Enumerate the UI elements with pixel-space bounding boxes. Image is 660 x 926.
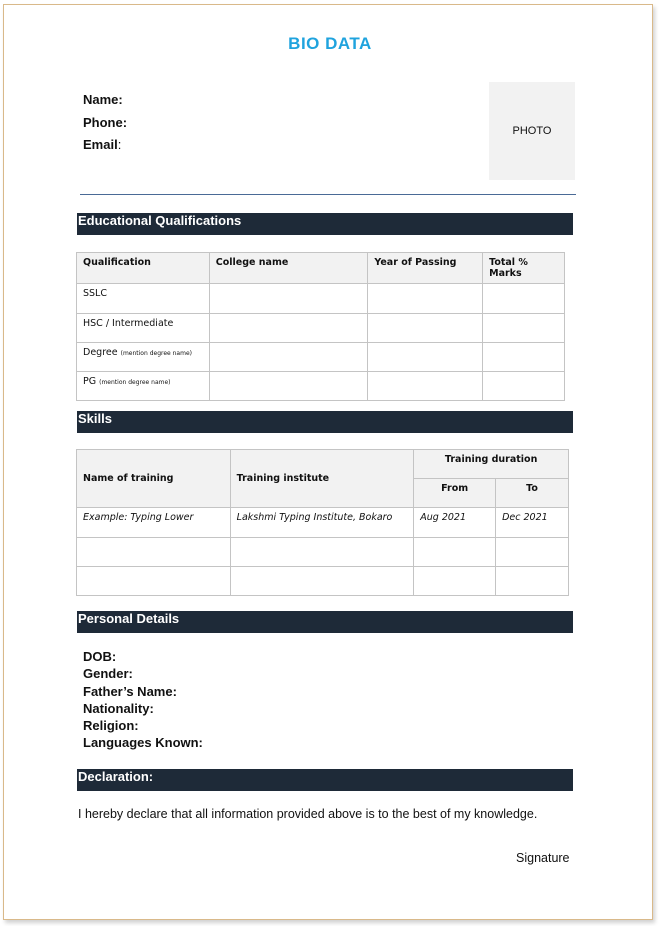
qualification-cell[interactable] (77, 343, 210, 372)
document-title: BIO DATA (288, 34, 372, 53)
training-institute-cell[interactable] (230, 538, 414, 567)
marks-cell[interactable] (483, 314, 565, 343)
year-cell[interactable] (368, 372, 483, 401)
phone-label: Phone: (83, 115, 128, 130)
qualification-note: (mention degree name) (120, 350, 192, 357)
table-row (77, 284, 565, 314)
example-training-institute[interactable]: Lakshmi Typing Institute, Bokaro (230, 508, 414, 538)
nationality-label: Nationality: (83, 701, 154, 716)
dob-label: DOB: (83, 649, 117, 664)
qualification-label: Degree (83, 347, 118, 358)
example-training-name[interactable]: Example: Typing Lower (77, 508, 231, 538)
example-training-from[interactable]: Aug 2021 (414, 508, 496, 538)
skills-header-to: To (496, 479, 569, 508)
personal-heading: Personal Details (77, 611, 573, 633)
skills-header-row (77, 450, 569, 479)
name-label: Name: (83, 92, 123, 107)
education-header-row (77, 253, 565, 284)
college-cell[interactable] (209, 284, 368, 314)
qualification-label: SSLC (83, 288, 107, 299)
education-header-college: College name (209, 253, 368, 284)
training-from-cell[interactable] (414, 538, 496, 567)
qualification-label: PG (83, 376, 97, 387)
marks-cell[interactable] (483, 372, 565, 401)
skills-header-name: Name of training (77, 450, 231, 508)
signature-label: Signature (516, 851, 570, 865)
year-cell[interactable] (368, 284, 483, 314)
college-cell[interactable] (209, 314, 368, 343)
education-heading: Educational Qualifications (77, 213, 573, 235)
photo-placeholder (489, 82, 575, 180)
email-label-text: Email (83, 137, 118, 152)
table-row (77, 508, 569, 538)
religion-label: Religion: (83, 718, 139, 733)
gender-label: Gender: (83, 666, 133, 681)
declaration-heading: Declaration: (77, 769, 573, 791)
skills-header-from: From (414, 479, 496, 508)
college-cell[interactable] (209, 372, 368, 401)
skills-header-duration: Training duration (414, 450, 569, 479)
skills-heading: Skills (77, 411, 573, 433)
table-row (77, 372, 565, 401)
training-name-cell[interactable] (77, 567, 231, 596)
year-cell[interactable] (368, 314, 483, 343)
qualification-cell[interactable] (77, 284, 210, 314)
training-to-cell[interactable] (496, 538, 569, 567)
marks-cell[interactable] (483, 284, 565, 314)
qualification-note: (mention degree name) (99, 379, 171, 386)
training-from-cell[interactable] (414, 567, 496, 596)
photo-label: PHOTO (512, 125, 552, 137)
qualification-cell[interactable] (77, 314, 210, 343)
table-row (77, 343, 565, 372)
marks-cell[interactable] (483, 343, 565, 372)
education-header-qualification: Qualification (77, 253, 210, 284)
declaration-text: I hereby declare that all information provided above is to the best of my knowledge. (78, 807, 538, 821)
education-header-marks: Total % Marks (483, 253, 565, 284)
qualification-label: HSC / Intermediate (83, 318, 174, 329)
year-cell[interactable] (368, 343, 483, 372)
languages-known-label: Languages Known: (83, 735, 203, 750)
skills-header-institute: Training institute (230, 450, 414, 508)
qualification-cell[interactable] (77, 372, 210, 401)
header-divider (80, 194, 576, 195)
example-training-to[interactable]: Dec 2021 (496, 508, 569, 538)
table-row (77, 567, 569, 596)
email-label (83, 137, 121, 152)
college-cell[interactable] (209, 343, 368, 372)
table-row (77, 538, 569, 567)
email-label-colon: : (117, 137, 122, 152)
training-institute-cell[interactable] (230, 567, 414, 596)
training-name-cell[interactable] (77, 538, 231, 567)
skills-table (76, 449, 569, 596)
education-header-year: Year of Passing (368, 253, 483, 284)
fathers-name-label: Father’s Name: (83, 684, 177, 699)
education-table (76, 252, 565, 401)
training-to-cell[interactable] (496, 567, 569, 596)
table-row (77, 314, 565, 343)
